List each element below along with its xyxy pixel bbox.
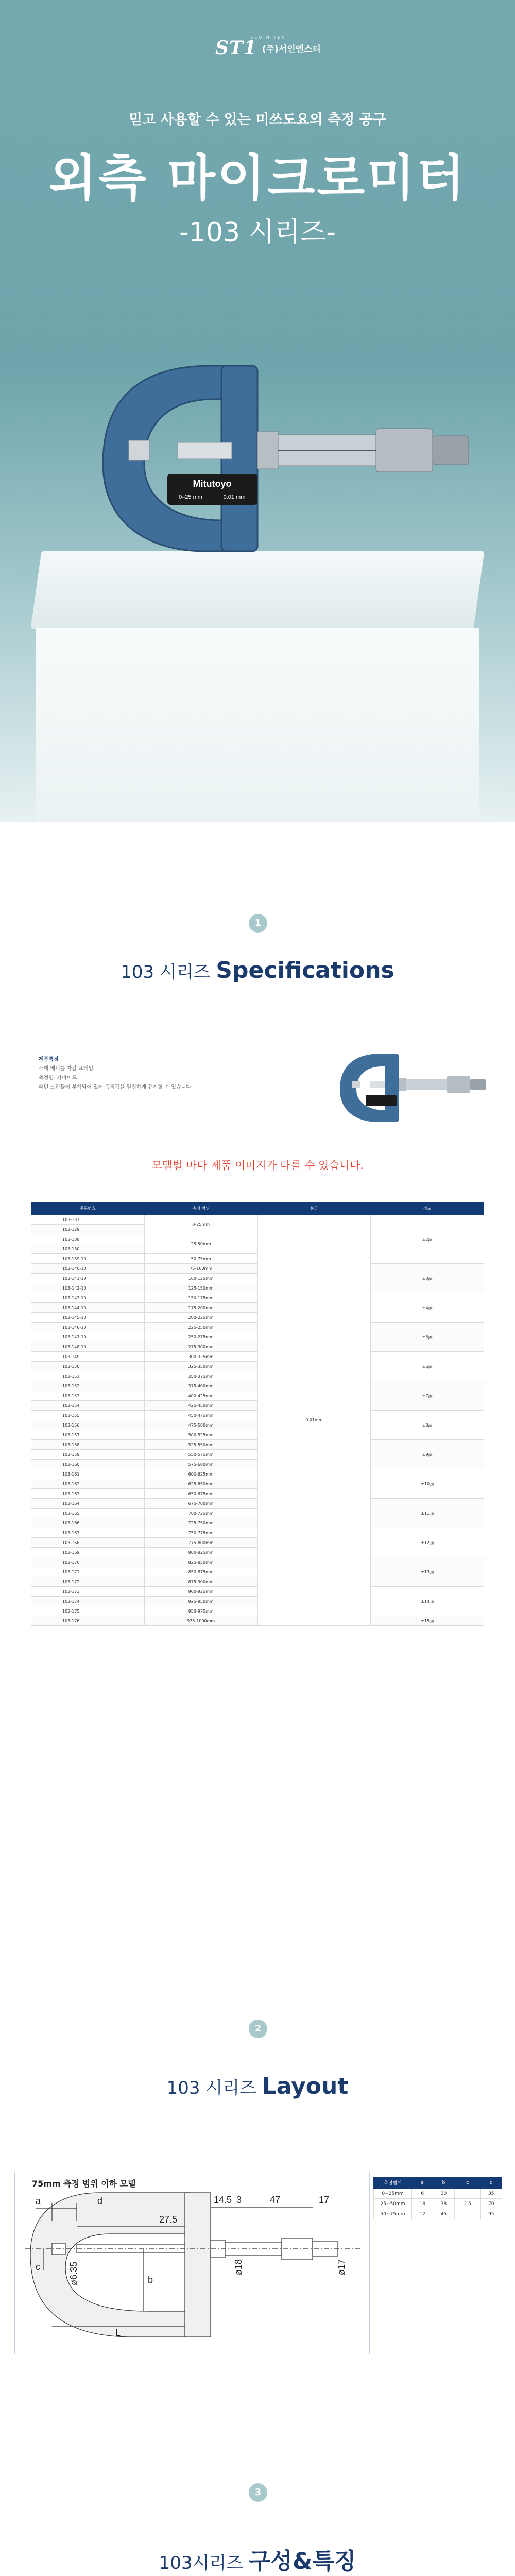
range-cell: 800-825mm <box>144 1548 258 1557</box>
section-badge-3: 3 <box>249 2483 267 2502</box>
range-cell: 150-175mm <box>144 1293 258 1303</box>
section-title-kr: 103시리즈 <box>159 2553 249 2573</box>
range-cell: 450-475mm <box>144 1411 258 1420</box>
model-cell: 103-145-10 <box>31 1313 145 1323</box>
table-row <box>31 1587 484 1597</box>
section-badge-1: 1 <box>249 914 267 933</box>
dim-cell: 12 <box>412 2209 433 2219</box>
range-cell: 625-650mm <box>144 1479 258 1489</box>
model-cell: 103-146-10 <box>31 1323 145 1332</box>
dim-cell <box>454 2209 480 2219</box>
model-cell: 103-160 <box>31 1460 145 1469</box>
range-cell: 350-375mm <box>144 1371 258 1381</box>
accuracy-cell: ±10㎛ <box>371 1469 484 1499</box>
accuracy-cell: ±11㎛ <box>371 1499 484 1528</box>
layout-caption: 75mm 측정 범위 이하 모델 <box>32 2179 136 2189</box>
model-cell: 103-147-10 <box>31 1332 145 1342</box>
table-row <box>31 1381 484 1391</box>
dim-cell: 70 <box>480 2199 502 2209</box>
range-cell: 475-500mm <box>144 1420 258 1430</box>
table-row <box>31 1293 484 1303</box>
spec-intro-line: 측정면: 카바이드 <box>39 1075 77 1081</box>
range-cell: 75-100mm <box>144 1264 258 1274</box>
model-cell: 103-140-10 <box>31 1264 145 1274</box>
range-cell: 575-600mm <box>144 1460 258 1469</box>
spec-micrometer-image <box>330 1036 494 1133</box>
model-cell: 103-166 <box>31 1518 145 1528</box>
accuracy-cell: ±4㎛ <box>371 1293 484 1323</box>
dim-header: d <box>480 2177 502 2189</box>
section-badge-2: 2 <box>249 2020 267 2038</box>
range-cell: 400-425mm <box>144 1391 258 1401</box>
table-row <box>31 1440 484 1450</box>
model-cell: 103-150 <box>31 1362 145 1371</box>
table-row <box>31 1616 484 1626</box>
dim-cell: 45 <box>433 2209 454 2219</box>
range-cell: 725-750mm <box>144 1518 258 1528</box>
accuracy-cell: ±9㎛ <box>371 1440 484 1469</box>
range-cell: 225-250mm <box>144 1323 258 1332</box>
dim-6-35: ø6.35 <box>68 2261 79 2285</box>
table-row <box>374 2209 502 2219</box>
model-cell: 103-153 <box>31 1391 145 1401</box>
table-row <box>31 1499 484 1509</box>
hero-series: -103 시리즈- <box>179 217 336 248</box>
dim-cell: 30 <box>433 2189 454 2199</box>
dim-b: b <box>148 2275 153 2285</box>
table-row <box>31 1323 484 1332</box>
range-cell: 500-525mm <box>144 1430 258 1440</box>
range-cell: 825-850mm <box>144 1557 258 1567</box>
section-title-layout <box>0 2073 515 2099</box>
section-title-features <box>0 2543 515 2575</box>
table-row <box>374 2199 502 2209</box>
micrometer-image <box>67 309 479 598</box>
range-cell: 675-700mm <box>144 1499 258 1509</box>
table-row <box>31 1528 484 1538</box>
graduation-cell: 0.01mm <box>258 1215 371 1626</box>
model-cell: 103-151 <box>31 1371 145 1381</box>
model-cell: 103-144-10 <box>31 1303 145 1313</box>
brand-name: (주)서인엔스티 <box>262 44 321 55</box>
model-cell: 103-157 <box>31 1430 145 1440</box>
dim-header: a <box>412 2177 433 2189</box>
accuracy-cell: ±13㎛ <box>371 1557 484 1587</box>
model-cell: 103-171 <box>31 1567 145 1577</box>
accuracy-cell: ±6㎛ <box>371 1352 484 1381</box>
model-cell: 103-170 <box>31 1557 145 1567</box>
model-cell: 103-176 <box>31 1616 145 1626</box>
image-notice: 모델별 마다 제품 이미지가 다를 수 있습니다. <box>151 1159 364 1172</box>
model-cell: 103-139-10 <box>31 1254 145 1264</box>
header-graduation: 눈금 <box>258 1202 371 1215</box>
spec-intro-line: 소매 배니를 자갈 프레임 <box>39 1066 94 1072</box>
brand-mark: ST1 <box>215 37 257 59</box>
header-accuracy: 정도 <box>371 1202 484 1215</box>
label-range: 0–25 mm <box>179 494 202 500</box>
model-cell: 103-138 <box>31 1234 145 1244</box>
dim-cell: 38 <box>433 2199 454 2209</box>
dim-cell: 50~75mm <box>374 2209 412 2219</box>
hero-title: 외측 마이크로미터 <box>48 149 467 207</box>
dim-cell <box>454 2189 480 2199</box>
accuracy-cell: ±2㎛ <box>371 1215 484 1264</box>
dim-header: 측정범위 <box>374 2177 412 2189</box>
hero-tagline: 믿고 사용할 수 있는 미쓰도요의 측정 공구 <box>129 112 386 128</box>
dim-cell: 18 <box>412 2199 433 2209</box>
range-cell: 525-550mm <box>144 1440 258 1450</box>
dim-17-dia: ø17 <box>336 2259 347 2275</box>
model-cell: 103-158 <box>31 1440 145 1450</box>
model-cell: 103-149 <box>31 1352 145 1362</box>
accuracy-cell: ±14㎛ <box>371 1587 484 1616</box>
model-cell: 103-167 <box>31 1528 145 1538</box>
range-cell: 700-725mm <box>144 1509 258 1518</box>
model-cell: 103-168 <box>31 1538 145 1548</box>
accuracy-cell: ±3㎛ <box>371 1264 484 1293</box>
layout-drawing-box <box>14 2172 370 2354</box>
range-cell: 975-1000mm <box>144 1616 258 1626</box>
model-cell: 103-165 <box>31 1509 145 1518</box>
accuracy-cell: ±8㎛ <box>371 1411 484 1440</box>
model-cell: 103-137 <box>31 1215 145 1225</box>
model-cell: 103-163 <box>31 1489 145 1499</box>
range-cell: 750-775mm <box>144 1528 258 1538</box>
spec-intro-label: 제품특징 <box>39 1057 59 1062</box>
range-cell: 100-125mm <box>144 1274 258 1283</box>
accuracy-cell: ±5㎛ <box>371 1323 484 1352</box>
dim-cell: 6 <box>412 2189 433 2199</box>
section-title-specifications <box>0 957 515 984</box>
table-row <box>31 1352 484 1362</box>
range-cell: 600-625mm <box>144 1469 258 1479</box>
table-row <box>31 1215 484 1225</box>
section-title-en: Layout <box>262 2073 349 2099</box>
range-cell: 200-225mm <box>144 1313 258 1323</box>
model-cell: 103-148-10 <box>31 1342 145 1352</box>
range-cell: 50-75mm <box>144 1254 258 1264</box>
range-cell: 325-350mm <box>144 1362 258 1371</box>
model-cell: 103-159 <box>31 1450 145 1460</box>
dim-d: d <box>97 2196 103 2206</box>
dim-14-5: 14.5 <box>214 2195 232 2205</box>
range-cell: 0-25mm <box>144 1215 258 1234</box>
model-cell: 103-173 <box>31 1587 145 1597</box>
dim-27-5: 27.5 <box>159 2214 178 2225</box>
range-cell: 650-675mm <box>144 1489 258 1499</box>
table-row <box>31 1411 484 1420</box>
range-cell: 125-150mm <box>144 1283 258 1293</box>
spec-intro <box>39 1055 193 1092</box>
brand-sub: SEOIN TEC <box>250 35 286 40</box>
section-title-en: 구성&특징 <box>248 2548 356 2574</box>
range-cell: 375-400mm <box>144 1381 258 1391</box>
model-cell: 103-162 <box>31 1479 145 1489</box>
header-range: 측정 범위 <box>144 1202 258 1215</box>
range-cell: 950-975mm <box>144 1606 258 1616</box>
section-title-kr: 103 시리즈 <box>166 2078 262 2098</box>
dim-cell: 95 <box>480 2209 502 2219</box>
accuracy-cell: ±12㎛ <box>371 1528 484 1557</box>
model-cell: 103-154 <box>31 1401 145 1411</box>
model-cell: 103-142-10 <box>31 1283 145 1293</box>
dim-47: 47 <box>270 2195 281 2205</box>
dim-header: c <box>454 2177 480 2189</box>
range-cell: 175-200mm <box>144 1303 258 1313</box>
label-resolution: 0.01 mm <box>223 494 246 500</box>
model-cell: 103-161 <box>31 1469 145 1479</box>
dim-18: ø18 <box>233 2259 244 2275</box>
specifications-table <box>31 1202 484 1626</box>
range-cell: 250-275mm <box>144 1332 258 1342</box>
layout-drawing <box>15 2172 370 2355</box>
model-cell: 103-175 <box>31 1606 145 1616</box>
accuracy-cell: ±15㎛ <box>371 1616 484 1626</box>
range-cell: 775-800mm <box>144 1538 258 1548</box>
dim-3: 3 <box>236 2195 242 2205</box>
table-row <box>31 1557 484 1567</box>
model-cell: 103-172 <box>31 1577 145 1587</box>
model-cell: 103-152 <box>31 1381 145 1391</box>
model-cell: 103-156 <box>31 1420 145 1430</box>
section-title-en: Specifications <box>216 957 394 984</box>
model-cell: 103-130 <box>31 1244 145 1254</box>
range-cell: 550-575mm <box>144 1450 258 1460</box>
model-cell: 103-143-10 <box>31 1293 145 1303</box>
model-cell: 103-129 <box>31 1225 145 1234</box>
dim-cell: 2.5 <box>454 2199 480 2209</box>
model-cell: 103-155 <box>31 1411 145 1420</box>
hero-banner <box>0 0 515 822</box>
section-title-kr: 103 시리즈 <box>121 962 216 982</box>
range-cell: 425-450mm <box>144 1401 258 1411</box>
model-cell: 103-169 <box>31 1548 145 1557</box>
dim-c: c <box>36 2262 40 2272</box>
range-cell: 850-875mm <box>144 1567 258 1577</box>
table-row <box>374 2189 502 2199</box>
range-cell: 925-950mm <box>144 1597 258 1606</box>
table-row <box>31 1264 484 1274</box>
range-cell: 300-325mm <box>144 1352 258 1362</box>
spec-intro-line: 패턴 스핀들이 부착되어 있어 측정값을 일정하게 유지할 수 있습니다. <box>39 1084 193 1090</box>
accuracy-cell: ±7㎛ <box>371 1381 484 1411</box>
dim-cell: 35 <box>480 2189 502 2199</box>
model-cell: 103-141-10 <box>31 1274 145 1283</box>
dim-header: b <box>433 2177 454 2189</box>
range-cell: 875-900mm <box>144 1577 258 1587</box>
dim-l: L <box>115 2328 121 2338</box>
model-cell: 103-164 <box>31 1499 145 1509</box>
range-cell: 275-300mm <box>144 1342 258 1352</box>
range-cell: 900-925mm <box>144 1587 258 1597</box>
table-row <box>31 1469 484 1479</box>
dimension-table <box>373 2177 502 2219</box>
dim-17: 17 <box>319 2195 330 2205</box>
model-cell: 103-174 <box>31 1597 145 1606</box>
specifications-table-body <box>31 1215 484 1626</box>
dim-cell: 25~50mm <box>374 2199 412 2209</box>
dim-a: a <box>36 2196 41 2206</box>
range-cell: 25-50mm <box>144 1234 258 1254</box>
podium-front <box>36 628 479 822</box>
label-brand: Mitutoyo <box>193 479 232 489</box>
brand-logo <box>215 37 321 59</box>
dim-cell: 0~25mm <box>374 2189 412 2199</box>
header-model: 주문번호 <box>31 1202 145 1215</box>
